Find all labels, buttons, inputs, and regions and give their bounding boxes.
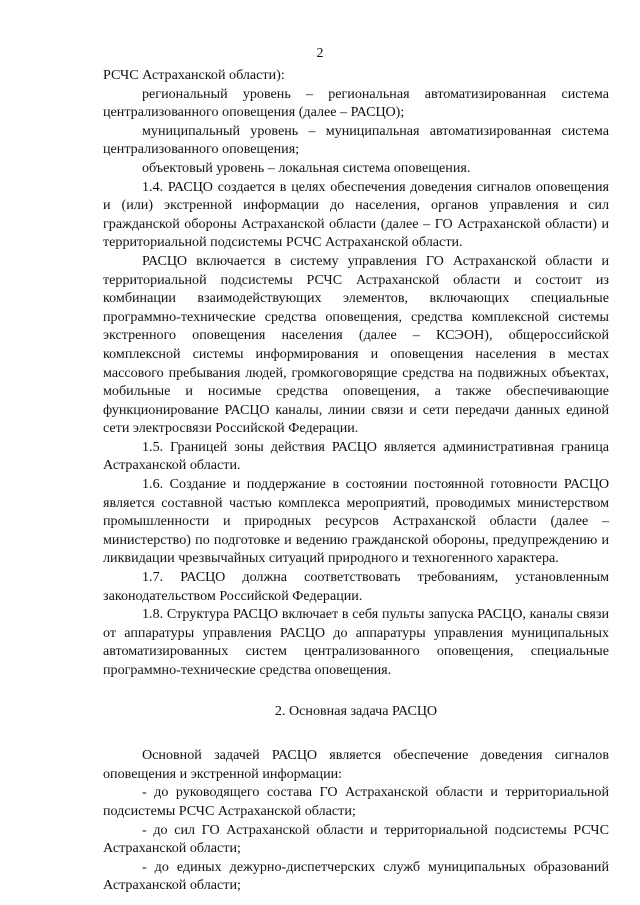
paragraph-regional-level: региональный уровень – региональная автоматизированная система централизованного оповещения (далее – РАСЦО); <box>103 85 609 121</box>
paragraph-object-level: объектовый уровень – локальная система оповещения. <box>142 159 471 176</box>
page-number: 2 <box>316 46 324 61</box>
paragraph-1-8: 1.8. Структура РАСЦО включает в себя пульты запуска РАСЦО, каналы связи от аппаратуры управления РАСЦО до аппаратуры управления муниципальных автоматизированных систем централизованного оповещения, специальные программно-технические средства оповещения. <box>103 606 609 678</box>
list-item-forces: - до сил ГО Астраханской области и территориальной подсистемы РСЧС Астраханской области; <box>103 821 609 857</box>
document-body <box>103 66 609 895</box>
section-heading: 2. Основная задача РАСЦО <box>274 702 438 719</box>
list-item-dispatch-services: - до единых дежурно-диспетчерских служб муниципальных образований Астраханской области; <box>103 858 609 894</box>
list-item-leadership: - до руководящего состава ГО Астраханской области и территориальной подсистемы РСЧС Астраханской области; <box>103 784 609 819</box>
paragraph-1-5: 1.5. Границей зоны действия РАСЦО является административная граница Астраханской области. <box>103 438 609 474</box>
paragraph-1-6: 1.6. Создание и поддержание в состоянии постоянной готовности РАСЦО является составной частью комплекса мероприятий, проводимых министерством промышленности и природных ресурсов Астраханской области (далее – министерство) по подготовке и ведению гражданской обороны, предупреждению и ликвидации чрезвычайных ситуаций природного и техногенного характера. <box>103 476 609 567</box>
paragraph-municipal-level: муниципальный уровень – муниципальная автоматизированная система централизованного оповещения; <box>103 122 609 158</box>
paragraph-main-task: Основной задачей РАСЦО является обеспечение доведения сигналов оповещения и экстренной информации: <box>103 747 609 782</box>
paragraph-1-4: 1.4. РАСЦО создается в целях обеспечения доведения сигналов оповещения и (или) экстренной информации до населения, органов управления и сил гражданской обороны Астраханской области (далее – ГО Астраханской области) и территориальной подсистемы РСЧС Астраханской области. <box>103 178 609 251</box>
paragraph-rasco-includes: РАСЦО включается в систему управления ГО Астраханской области и территориальной подсистемы РСЧС Астраханской области и состоит из комбинации взаимодействующих элементов, включающих специальные программно-технические средства оповещения, средства комплексной системы экстренного оповещения населения (далее – КСЭОН), общероссийской комплексной системы информирования и оповещения населения в местах массового пребывания людей, громкоговорящие средства на подвижных объектах, мобильные и носимые средства оповещения, а также обеспечивающие функционирование РАСЦО каналы, линии связи и сети передачи данных единой сети электросвязи Российской Федерации. <box>103 252 609 437</box>
paragraph-1-7: 1.7. РАСЦО должна соответствовать требованиям, установленным законодательством Российской Федерации. <box>103 569 609 604</box>
paragraph-continuation: РСЧС Астраханской области): <box>103 67 285 83</box>
